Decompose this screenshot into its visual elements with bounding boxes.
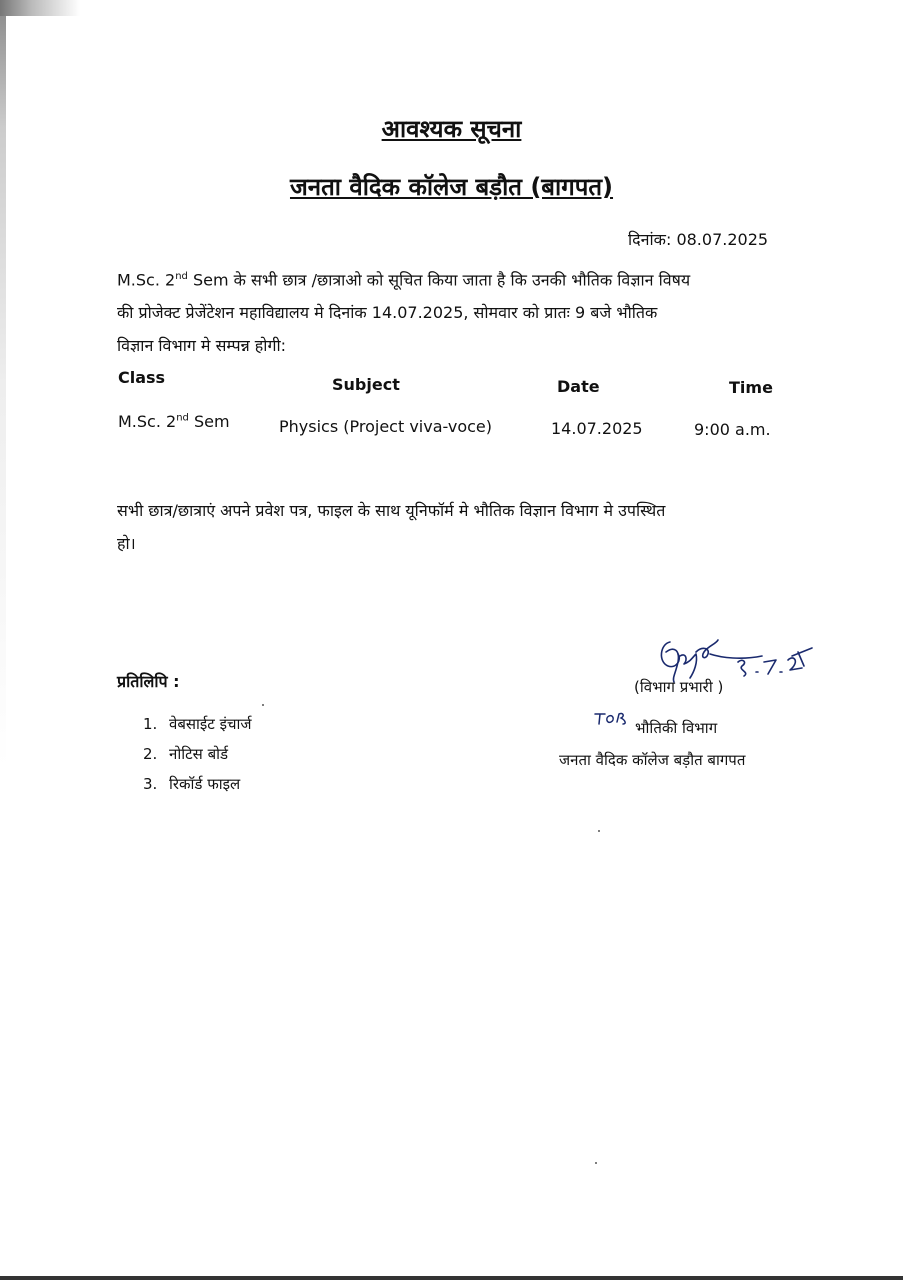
copy-to-num: 3. — [143, 775, 158, 793]
header-date: Date — [557, 377, 600, 396]
copy-to-item — [143, 744, 228, 764]
scan-edge-bottom — [0, 1276, 903, 1280]
signatory-department: भौतिकी विभाग — [635, 719, 718, 737]
row-class — [118, 412, 230, 431]
date-label: दिनांक: — [628, 230, 672, 249]
date-value: 08.07.2025 — [676, 230, 769, 249]
copy-to-text: वेबसाईट इंचार्ज — [169, 715, 252, 733]
notice-title: आवश्यक सूचना — [381, 115, 522, 143]
para2-line2: हो। — [117, 534, 136, 553]
para1-line2: की प्रोजेक्ट प्रेजेंटेशन महाविद्यालय मे दिनांक 14.07.2025, सोमवार को प्रातः 9 बजे भौतिक — [117, 303, 658, 323]
copy-to-text: नोटिस बोर्ड — [169, 745, 229, 763]
copy-to-item — [143, 714, 252, 734]
para1-line3: विज्ञान विभाग मे सम्पन्न होगी: — [117, 336, 286, 356]
college-heading: जनता वैदिक कॉलेज बड़ौत (बागपत) — [289, 173, 614, 201]
scan-speck — [598, 830, 600, 832]
row-subject: Physics (Project viva-voce) — [279, 417, 492, 436]
signatory-role: (विभाग प्रभारी ) — [634, 678, 724, 696]
para2-line1: सभी छात्र/छात्राएं अपने प्रवेश पत्र, फाइल के साथ यूनिफॉर्म मे भौतिक विज्ञान विभाग मे उपस्थित — [117, 501, 666, 520]
copy-to-item — [143, 774, 240, 794]
row-time: 9:00 a.m. — [694, 420, 771, 439]
copy-to-text: रिकॉर्ड फाइल — [169, 775, 241, 793]
para1-line1-rest: Sem के सभी छात्र /छात्राओ को सूचित किया जाता है कि उनकी भौतिक विज्ञान विषय — [187, 270, 691, 290]
row-class-prefix: M.Sc. 2 — [118, 412, 177, 431]
copy-to-label: प्रतिलिपि : — [117, 672, 180, 691]
header-time: Time — [729, 378, 773, 397]
notice-date — [628, 228, 768, 250]
para1-line1 — [117, 260, 807, 296]
notice-paragraph-1 — [117, 260, 807, 362]
scan-edge-top — [0, 0, 80, 16]
para1-sup: nd — [175, 271, 188, 282]
signatory-college: जनता वैदिक कॉलेज बड़ौत बागपत — [559, 751, 746, 769]
header-subject: Subject — [332, 375, 400, 394]
handwritten-for-note — [593, 710, 629, 728]
scan-speck — [262, 704, 264, 706]
notice-paragraph-2 — [117, 494, 807, 560]
row-date: 14.07.2025 — [551, 419, 643, 438]
row-class-sup: nd — [176, 412, 189, 424]
row-class-suffix: Sem — [188, 412, 230, 431]
copy-to-num: 1. — [143, 715, 158, 733]
scan-speck — [595, 1162, 597, 1164]
para1-prefix: M.Sc. 2 — [117, 270, 176, 290]
copy-to-num: 2. — [143, 745, 158, 763]
header-class: Class — [118, 368, 166, 387]
